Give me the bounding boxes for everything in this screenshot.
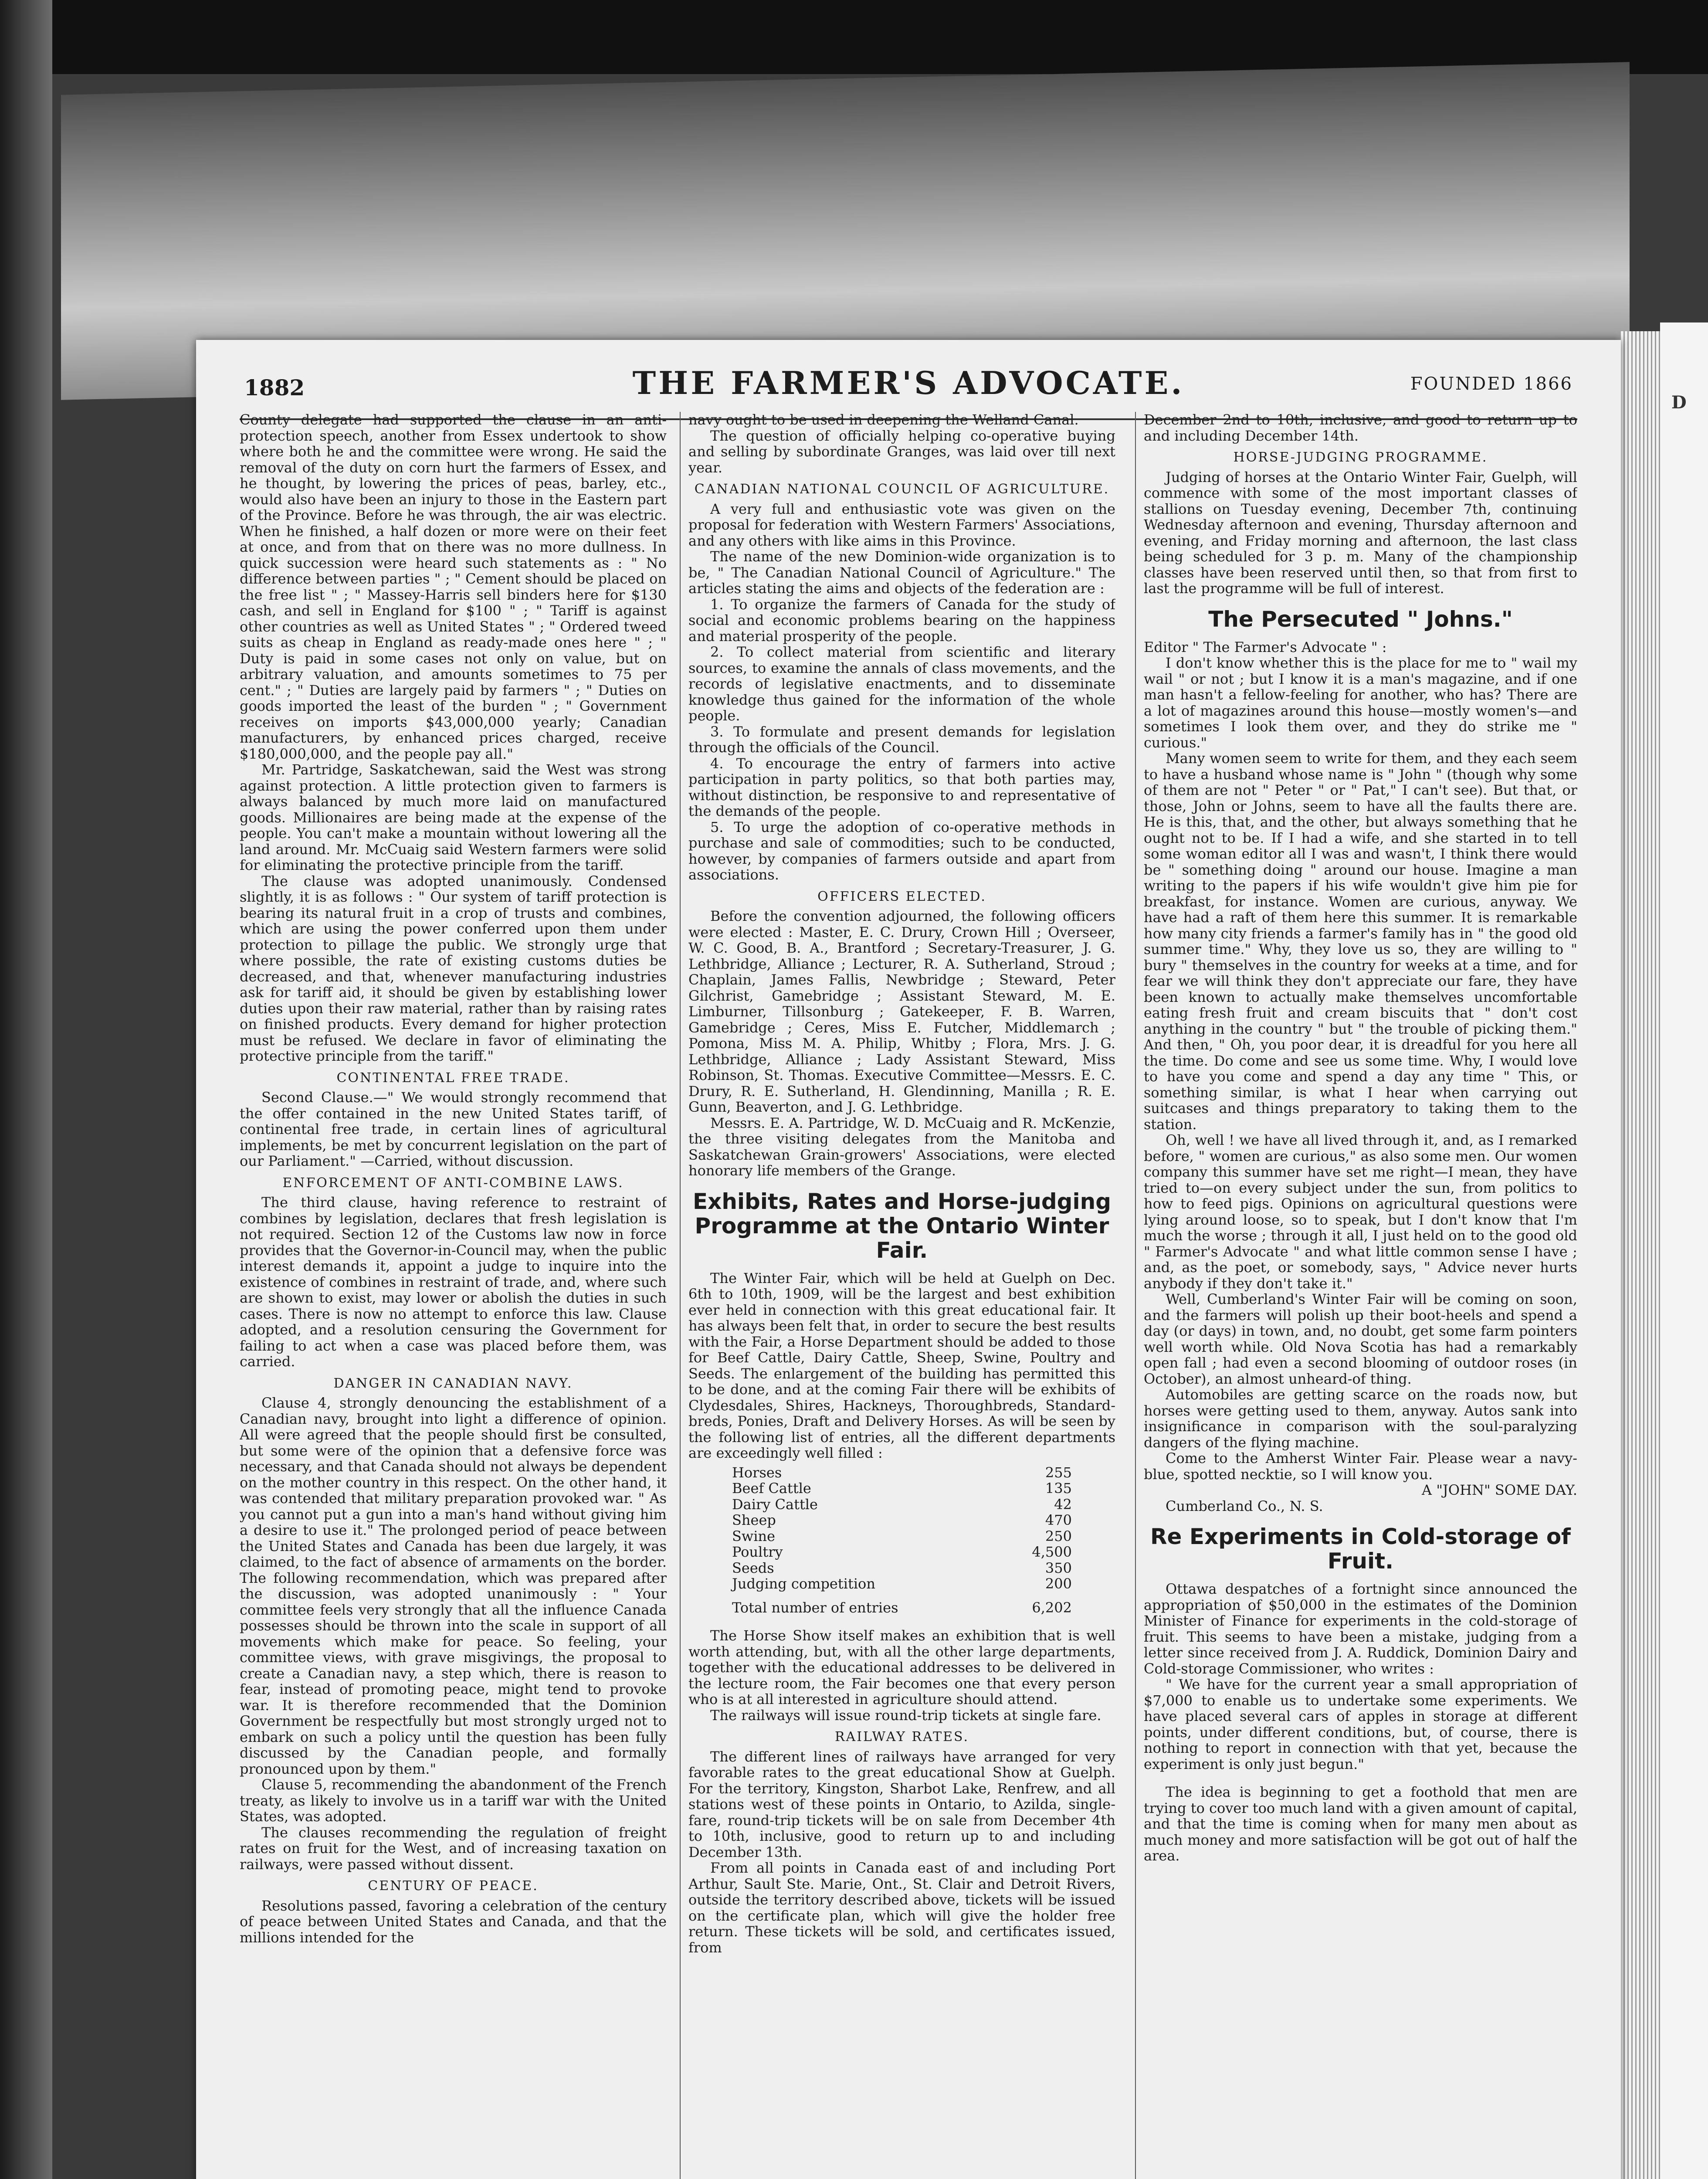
total-label: Total number of entries: [732, 1599, 898, 1616]
subheading: CANADIAN NATIONAL COUNCIL OF AGRICULTURE.: [694, 482, 1110, 497]
table-total-row: [732, 1592, 1072, 1616]
letter-place: Cumberland Co., N. S.: [1166, 1497, 1323, 1514]
table-row: [732, 1528, 1072, 1544]
column-rule: [1135, 412, 1136, 2179]
paragraph: The Winter Fair, which will be held at Guelph on Dec. 6th to 10th, 1909, will be the largest and best exhibition ever held in connection with this great educational fair. It has always been felt that, in order to secure the best results with the Fair, a Horse Department should be added to those for Beef Cattle, Dairy Cattle, Sheep, Swine, Poultry and Seeds. The enlargement of the building has permitted this to be done, and at the coming Fair there will be exhibits of Clydesdales, Shires, Hackneys, Thoroughbreds, Standard-breds, Ponies, Draft and Delivery Horses. As will be seen by the following list of entries, all the different departments are exceedingly well filled :: [688, 1269, 1115, 1461]
paragraph: The question of officially helping co-operative buying and selling by subordinate Granges, was laid over till next year.: [688, 427, 1115, 476]
newspaper-page: [196, 340, 1621, 2179]
subheading: RAILWAY RATES.: [834, 1729, 969, 1745]
paragraph: Mr. Partridge, Saskatchewan, said the West was strong against protection. A little protection given to farmers is always balanced by much more laid on manufactured goods. Millionaires are being made at the expense of the people. You can't make a mountain without lowering all the land around. Mr. McCuaig said Western farmers were solid for eliminating the protective principle from the tariff.: [240, 761, 667, 873]
column-3: [1144, 412, 1577, 2179]
paragraph: The name of the new Dominion-wide organization is to be, " The Canadian National Council of Agriculture." The articles stating the aims and objects of the federation are :: [688, 548, 1115, 597]
entry-value: 135: [1045, 1480, 1072, 1497]
article-headline: Exhibits, Rates and Horse-judging Programme at the Ontario Winter Fair.: [692, 1188, 1111, 1263]
paragraph: Many women seem to write for them, and they each seem to have a husband whose name is " John " (though why some of them are not " Peter " or " Pat," I can't see). But that, or those, John or Johns, seem to have all the faults there are. He is this, that, and the other, but always something that he ought not to be. If I had a wife, and she started in to tell some woman editor all I was and wasn't, I think there would be " something doing " around our house. Imagine a man writing to the papers if his wife wouldn't give him pie for breakfast, for instance. Women are curious, anyway. We have had a raft of them here this summer. It is remarkable how many city friends a farmer's family has in " the good old summer time." Why, they love us so, they are willing to " bury " themselves in the country for weeks at a time, and for fear we will think they don't appreciate our fare, they have been known to actually make themselves uncomfortable eating fresh fruit and cream biscuits that " don't cost anything in the country " but " the trouble of picking them." And then, " Oh, you poor dear, it is dreadful for you here all the time. Do come and see us some time. Why, I would love to have you come and spend a day any time " This, or something similar, is what I hear when carrying out suitcases and things preparatory to taking them to the station.: [1144, 750, 1577, 1133]
paragraph: Before the convention adjourned, the following officers were elected : Master, E. C. Drury, Crown Hill ; Overseer, W. C. Good, B. A., Brantford ; Secretary-Treasurer, J. G. Lethbridge, Alliance ; Lecturer, R. A. Sutherland, Stroud ; Chaplain, James Fallis, Newbridge ; Steward, Peter Gilchrist, Gamebridge ; Assistant Steward, M. E. Limburner, Tillsonburg ; Gatekeeper, F. B. Warren, Gamebridge ; Ceres, Miss E. Futcher, Middlemarch ; Pomona, Miss M. A. Philip, Whitby ; Flora, Mrs. J. G. Lethbridge, Alliance ; Lady Assistant Steward, Miss Robinson, St. Thomas. Executive Committee—Messrs. E. C. Drury, R. E. Sutherland, H. Glendinning, Manilla ; R. E. Gunn, Beaverton, and J. G. Lethbridge.: [688, 908, 1115, 1115]
next-page-letter: D: [1671, 392, 1687, 413]
entry-label: Poultry: [732, 1544, 783, 1560]
entry-value: 350: [1045, 1559, 1072, 1576]
paragraph: Well, Cumberland's Winter Fair will be coming on soon, and the farmers will polish up their boot-heels and spend a day (or days) in town, and, no doubt, get some farm pointers well worth while. Old Nova Scotia has had a remarkably open fall ; had even a second blooming of outdoor roses (in October), an almost unheard-of thing.: [1144, 1291, 1577, 1387]
paragraph: The Horse Show itself makes an exhibition that is well worth attending, but, with all the other large departments, together with the educational addresses to be delivered in the lecture room, the Fair becomes one that every person who is at all interested in agriculture should attend.: [688, 1627, 1115, 1707]
running-head: [196, 357, 1621, 410]
masthead: THE FARMER'S ADVOCATE.: [632, 364, 1185, 401]
subheading: CONTINENTAL FREE TRADE.: [336, 1070, 570, 1086]
subheading: CENTURY OF PEACE.: [368, 1878, 539, 1894]
paragraph: A very full and enthusiastic vote was given on the proposal for federation with Western Farmers' Associations, and any others with like aims in this Province.: [688, 500, 1115, 549]
entry-label: Swine: [732, 1527, 776, 1544]
article-headline: The Persecuted " Johns.": [1208, 606, 1513, 632]
letter-salutation: Editor " The Farmer's Advocate " :: [1144, 638, 1387, 655]
scan-background-top: [0, 0, 1708, 74]
article-headline: Re Experiments in Cold-storage of Fruit.: [1150, 1524, 1571, 1574]
scan-left-margin: [0, 0, 52, 2179]
paragraph: 3. To formulate and present demands for legislation through the officials of the Council.: [688, 723, 1115, 756]
subheading: HORSE-JUDGING PROGRAMME.: [1233, 450, 1488, 465]
paragraph: Messrs. E. A. Partridge, W. D. McCuaig and R. McKenzie, the three visiting delegates from the Manitoba and Saskatchewan Grain-growers' Associations, were elected honorary life members of the Grange.: [688, 1114, 1115, 1179]
entry-value: 250: [1045, 1527, 1072, 1544]
paragraph: Oh, well ! we have all lived through it, and, as I remarked before, " women are curious," as also some men. Our women company this summer have set me right—I mean, they have tried to—on every subject under the sun, from politics to how to feed pigs. Opinions on agricultural questions were lying around loose, so to speak, but I don't know that I'm much the worse ; through it all, I just held on to the good old " Farmer's Advocate " and what little common sense I have ; and, as the poet, or somebody, says, " Advice never hurts anybody if they don't take it.": [1144, 1132, 1577, 1292]
entries-table: [732, 1465, 1072, 1616]
paragraph: 4. To encourage the entry of farmers into active participation in party politics, so that both parties may, without distinction, be responsive to and representative of the demands of the people.: [688, 755, 1115, 819]
column-1: [240, 412, 667, 2179]
entry-value: 470: [1045, 1512, 1072, 1528]
table-row: [732, 1576, 1072, 1592]
column-rule: [680, 412, 681, 2179]
paragraph: Ottawa despatches of a fortnight since announced the appropriation of $50,000 in the estimates of the Dominion Minister of Finance for experiments in the cold-storage of fruit. This seems to have been a mistake, judging from a letter since received from J. A. Ruddick, Dominion Dairy and Cold-storage Commissioner, who writes :: [1144, 1581, 1577, 1677]
entry-value: 255: [1045, 1464, 1072, 1481]
table-row: [732, 1512, 1072, 1528]
paragraph: The clauses recommending the regulation of freight rates on fruit for the West, and of increasing taxation on railways, were passed without dissent.: [240, 1824, 667, 1873]
subheading: DANGER IN CANADIAN NAVY.: [333, 1375, 573, 1391]
entry-value: 4,500: [1032, 1544, 1072, 1560]
entry-label: Seeds: [732, 1559, 774, 1576]
paragraph: The different lines of railways have arranged for very favorable rates to the great educational Show at Guelph. For the territory, Kingston, Sharbot Lake, Renfrew, and all stations west of these points in Ontario, to Azilda, single-fare, round-trip tickets will be on sale from December 4th to 10th, inclusive, good to return up to and including December 13th.: [688, 1748, 1115, 1860]
paragraph: navy ought to be used in deepening the Welland Canal.: [688, 412, 1079, 428]
paragraph: Automobiles are getting scarce on the roads now, but horses were getting used to them, anyway. Autos sank into insignificance in comparison with the soul-paralyzing dangers of the flying machine.: [1144, 1386, 1577, 1451]
paragraph: The railways will issue round-trip tickets at single fare.: [710, 1707, 1101, 1724]
page-stack-edges: [1621, 331, 1660, 2179]
paragraph: County delegate had supported the clause in an anti-protection speech, another from Essex undertook to show where both he and the committee were wrong. He said the removal of the duty on corn hurt the farmers of Essex, and he thought, by lowering the prices of peas, barley, etc., would also have been an injury to those in the Eastern part of the Province. Before he was through, the air was electric. When he finished, a half dozen or more were on their feet at once, and from that on there was no more dullness. In quick succession were heard such statements as : " No difference between parties " ; " Cement should be placed on the free list " ; " Massey-Harris sell binders here for $130 cash, and sell in England for $100 " ; " Tariff is against other countries as well as United States " ; " Ordered tweed suits as cheap in England as ready-made ones here " ; " Duty is paid in some cases not only on value, but on arbitrary valuation, and amounts sometimes to 75 per cent." ; " Duties are largely paid by farmers " ; " Duties on goods imported the least of the burden " ; " Government receives on imports $43,000,000 yearly; Canadian manufacturers, by enhanced prices charged, receive $180,000,000, and the people pay all.": [240, 412, 667, 762]
paragraph: December 2nd to 10th, inclusive, and good to return up to and including December 14th.: [1144, 412, 1577, 444]
paragraph: Judging of horses at the Ontario Winter Fair, Guelph, will commence with some of the most important classes of stallions on Tuesday evening, December 7th, continuing Wednesday afternoon and evening, Thursday afternoon and evening, and Friday morning and afternoon, the last class being scheduled for 3 p. m. Many of the championship classes have been reserved until then, so that from first to last the programme will be full of interest.: [1144, 468, 1577, 597]
paragraph: Come to the Amherst Winter Fair. Please wear a navy-blue, spotted necktie, so I will know you.: [1144, 1450, 1577, 1483]
entry-label: Beef Cattle: [732, 1480, 811, 1497]
table-row: [732, 1497, 1072, 1513]
paragraph: Second Clause.—" We would strongly recommend that the offer contained in the new United States tariff, of continental free trade, in certain lines of agricultural implements, be met by concurrent legislation on the part of our Parliament." —Carried, without discussion.: [240, 1089, 667, 1169]
entry-label: Judging competition: [732, 1575, 875, 1592]
entry-value: 200: [1045, 1575, 1072, 1592]
paragraph: 5. To urge the adoption of co-operative methods in purchase and sale of commodities; such to be conducted, however, by companies of farmers outside and apart from associations.: [688, 818, 1115, 883]
entry-label: Sheep: [732, 1512, 776, 1528]
paragraph: The idea is beginning to get a foothold that men are trying to cover too much land with a given amount of capital, and that the time is coming when for many men about as much money and more satisfaction will be got out of half the area.: [1144, 1784, 1577, 1864]
entry-label: Dairy Cattle: [732, 1496, 818, 1513]
paragraph: The clause was adopted unanimously. Condensed slightly, it is as follows : " Our system of tariff protection is bearing its natural fruit in a crop of trusts and combines, which are using the power conferred upon them under protection to pillage the public. We strongly urge that where possible, the rate of existing customs duties be decreased, and that, whenever manufacturing industries ask for tariff aid, it should be given by establishing lower duties upon their raw material, rather than by raising rates on finished products. Every demand for higher protection must be refused. We declare in favor of eliminating the protective principle from the tariff.": [240, 872, 667, 1064]
paragraph: Clause 4, strongly denouncing the establishment of a Canadian navy, brought into light a difference of opinion. All were agreed that the people should first be consulted, but some were of the opinion that a defensive force was necessary, and that Canada should not always be dependent on the mother country in this respect. On the other hand, it was contended that military preparation provoked war. " As you cannot put a gun into a man's hand without giving him a desire to use it." The prolonged period of peace between the United States and Canada has been due largely, it was claimed, to the fact of absence of armaments on the border. The following recommendation, which was prepared after the discussion, was adopted unanimously : " Your committee feels very strongly that all the influence Canada possesses should be thrown into the scale in support of all movements which make for peace. So feeling, your committee views, with grave misgivings, the proposal to create a Canadian navy, a step which, there is reason to fear, instead of promoting peace, might tend to provoke war. It is therefore recommended that the Dominion Government be respectfully but most strongly urged not to embark on such a policy until the question has been fully discussed by the Canadian people, and formally pronounced upon by them.": [240, 1395, 667, 1777]
table-row: [732, 1480, 1072, 1497]
paragraph: 1. To organize the farmers of Canada for the study of social and economic problems bearing on the happiness and material prosperity of the people.: [688, 596, 1115, 645]
table-row: [732, 1544, 1072, 1560]
table-row: [732, 1465, 1072, 1481]
subheading: OFFICERS ELECTED.: [817, 889, 986, 904]
paragraph: Resolutions passed, favoring a celebration of the century of peace between United States and Canada, and that the millions intended for the: [240, 1897, 667, 1946]
entry-label: Horses: [732, 1464, 782, 1481]
paragraph: I don't know whether this is the place for me to " wail my wail " or not ; but I know it is a man's magazine, and if one man hasn't a fellow-feeling for another, who has? There are a lot of magazines around this house—mostly women's—and sometimes I look them over, and they do strike me " curious.": [1144, 655, 1577, 751]
paragraph: From all points in Canada east of and including Port Arthur, Sault Ste. Marie, Ont., St. Clair and Detroit Rivers, outside the territory described above, tickets will be issued on the certificate plan, which will give the holder free return. These tickets will be sold, and certificates issued, from: [688, 1860, 1115, 1956]
founded-note: FOUNDED 1866: [1410, 374, 1573, 394]
next-page-strip: [1660, 322, 1708, 2179]
table-row: [732, 1560, 1072, 1576]
page-number: 1882: [244, 375, 305, 401]
entry-value: 42: [1054, 1496, 1072, 1513]
column-2: [688, 412, 1115, 2179]
paragraph: " We have for the current year a small appropriation of $7,000 to enable us to undertake some experiments. We have placed several cars of apples in storage at different points, under different conditions, but, of course, there is nothing to report in connection with that yet, because the experiment is only just begun.": [1144, 1676, 1577, 1772]
subheading: ENFORCEMENT OF ANTI-COMBINE LAWS.: [282, 1175, 624, 1191]
paragraph: Clause 5, recommending the abandonment of the French treaty, as likely to involve us in a tariff war with the United States, was adopted.: [240, 1776, 667, 1825]
paragraph: The third clause, having reference to restraint of combines by legislation, declares that fresh legislation is not required. Section 12 of the Customs law now in force provides that the Governor-in-Council may, when the public interest demands it, appoint a judge to inquire into the existence of combines in restraint of trade, and, where such are shown to exist, may lower or abolish the duties in such cases. There is now no attempt to enforce this law. Clause adopted, and a resolution censuring the Government for failing to act when a case was placed before them, was carried.: [240, 1194, 667, 1370]
paragraph: 2. To collect material from scientific and literary sources, to examine the annals of class movements, and the records of legislative enactments, and to disseminate knowledge thus gained for the information of the whole people.: [688, 644, 1115, 724]
total-value: 6,202: [1032, 1599, 1072, 1616]
letter-signature: A "JOHN" SOME DAY.: [1422, 1482, 1577, 1498]
